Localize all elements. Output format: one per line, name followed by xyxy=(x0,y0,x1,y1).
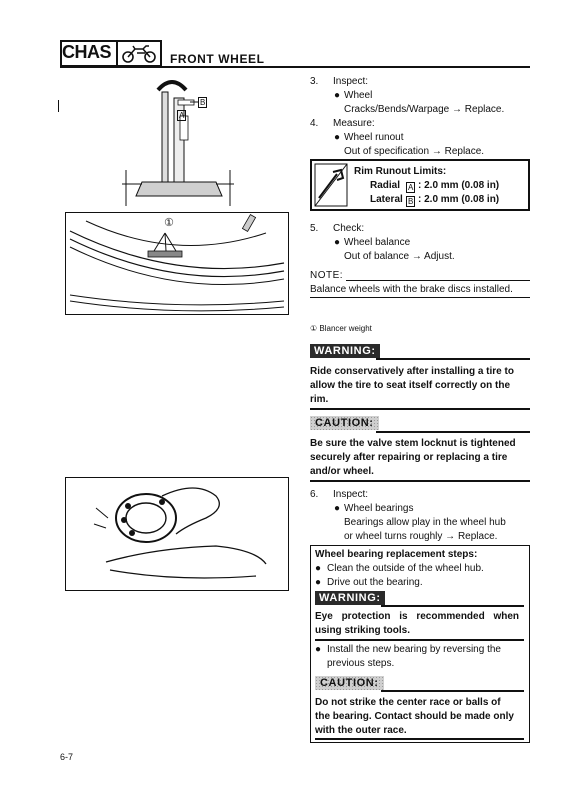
note-label: NOTE: xyxy=(310,270,344,281)
step6-title: Inspect: xyxy=(333,489,369,500)
install-line: Install the new bearing by reversing the xyxy=(327,644,501,655)
step6-detail: or wheel turns roughly → Replace. xyxy=(344,531,498,542)
lateral-label: Lateral xyxy=(370,194,403,205)
step6-detail: Bearings allow play in the wheel hub xyxy=(344,517,506,528)
section-divider xyxy=(116,40,118,67)
limits-title: Rim Runout Limits: xyxy=(354,166,447,177)
bullet-icon: ● xyxy=(315,563,322,574)
lateral-value: : 2.0 mm (0.08 in) xyxy=(418,194,500,205)
step6-bullet: Wheel bearings xyxy=(344,503,414,514)
bullet-icon: ● xyxy=(334,132,341,143)
caution-line: with the outer race. xyxy=(315,725,407,736)
caution-line: Be sure the valve stem locknut is tightened xyxy=(310,438,516,449)
step5-detail: Out of balance → Adjust. xyxy=(344,251,455,262)
caution-rule xyxy=(376,431,530,433)
header-rule xyxy=(60,66,530,68)
warning-line: Ride conservatively after installing a tire to xyxy=(310,366,514,377)
step4-number: 4. xyxy=(310,118,319,129)
bullet-icon: ● xyxy=(315,577,322,588)
bullet-icon: ● xyxy=(315,644,322,655)
caution-line: securely after repairing or replacing a tire xyxy=(310,452,508,463)
radial-value: : 2.0 mm (0.08 in) xyxy=(418,180,500,191)
page-title: FRONT WHEEL xyxy=(170,52,265,66)
bullet-icon: ● xyxy=(334,503,341,514)
replacement-title: Wheel bearing replacement steps: xyxy=(315,549,478,560)
step3-number: 3. xyxy=(310,76,319,87)
warning-rule xyxy=(381,605,524,607)
wheel-balance-figure xyxy=(65,212,289,315)
step3-bullet: Wheel xyxy=(344,90,373,101)
warning-line: rim. xyxy=(310,394,329,405)
step3-detail: Cracks/Bends/Warpage → Replace. xyxy=(344,104,505,115)
step3-title: Inspect: xyxy=(333,76,369,87)
warning-end-rule xyxy=(315,639,524,641)
label-b: B xyxy=(200,98,206,107)
radial-box-a: A xyxy=(408,183,414,192)
replacement-bullet: Clean the outside of the wheel hub. xyxy=(327,563,484,574)
note-text: Balance wheels with the brake discs installed. xyxy=(310,284,513,295)
caution-line: the bearing. Contact should be made only xyxy=(315,711,514,722)
caution-end-rule xyxy=(315,738,524,740)
caution-line: and/or wheel. xyxy=(310,466,374,477)
page-number: 6-7 xyxy=(60,752,74,762)
caution-banner: CAUTION: xyxy=(310,416,379,430)
note-end-rule xyxy=(310,297,530,298)
step6-number: 6. xyxy=(310,489,319,500)
bearing-drawing xyxy=(66,478,288,590)
step4-bullet: Wheel runout xyxy=(344,132,404,143)
warning-banner: WARNING: xyxy=(315,591,385,605)
caution-banner: CAUTION: xyxy=(315,676,384,690)
caution-line: Do not strike the center race or balls of xyxy=(315,697,501,708)
radial-label: Radial xyxy=(370,180,401,191)
dial-gauge-figure xyxy=(122,78,234,206)
replacement-bullet: Drive out the bearing. xyxy=(327,577,423,588)
note-rule xyxy=(346,280,530,281)
warning-banner: WARNING: xyxy=(310,344,380,358)
step5-number: 5. xyxy=(310,223,319,234)
warning-line: Eye protection is recommended when xyxy=(315,611,520,622)
section-code: CHAS xyxy=(62,42,112,62)
label-a: A xyxy=(179,111,185,120)
warning-line: allow the tire to seat itself correctly on the xyxy=(310,380,511,391)
lateral-box-b: B xyxy=(408,197,414,206)
bullet-icon: ● xyxy=(334,237,341,248)
wheel-bearing-figure xyxy=(65,477,289,591)
step5-title: Check: xyxy=(333,223,365,234)
step4-title: Measure: xyxy=(333,118,375,129)
motorcycle-icon xyxy=(119,43,159,64)
warning-end-rule xyxy=(310,408,530,410)
callout-number: ① xyxy=(164,217,174,229)
wrench-icon xyxy=(313,162,349,208)
warning-rule xyxy=(376,358,530,360)
bullet-icon: ● xyxy=(334,90,341,101)
step4-detail: Out of specification → Replace. xyxy=(344,146,485,157)
warning-line: using striking tools. xyxy=(315,625,411,636)
margin-mark xyxy=(58,100,59,112)
step5-bullet: Wheel balance xyxy=(344,237,411,248)
caution-end-rule xyxy=(310,480,530,482)
install-line: previous steps. xyxy=(327,658,395,669)
caution-rule xyxy=(381,690,524,692)
figure-caption: ① Blancer weight xyxy=(310,324,372,333)
wheel-rim-drawing xyxy=(66,213,288,314)
